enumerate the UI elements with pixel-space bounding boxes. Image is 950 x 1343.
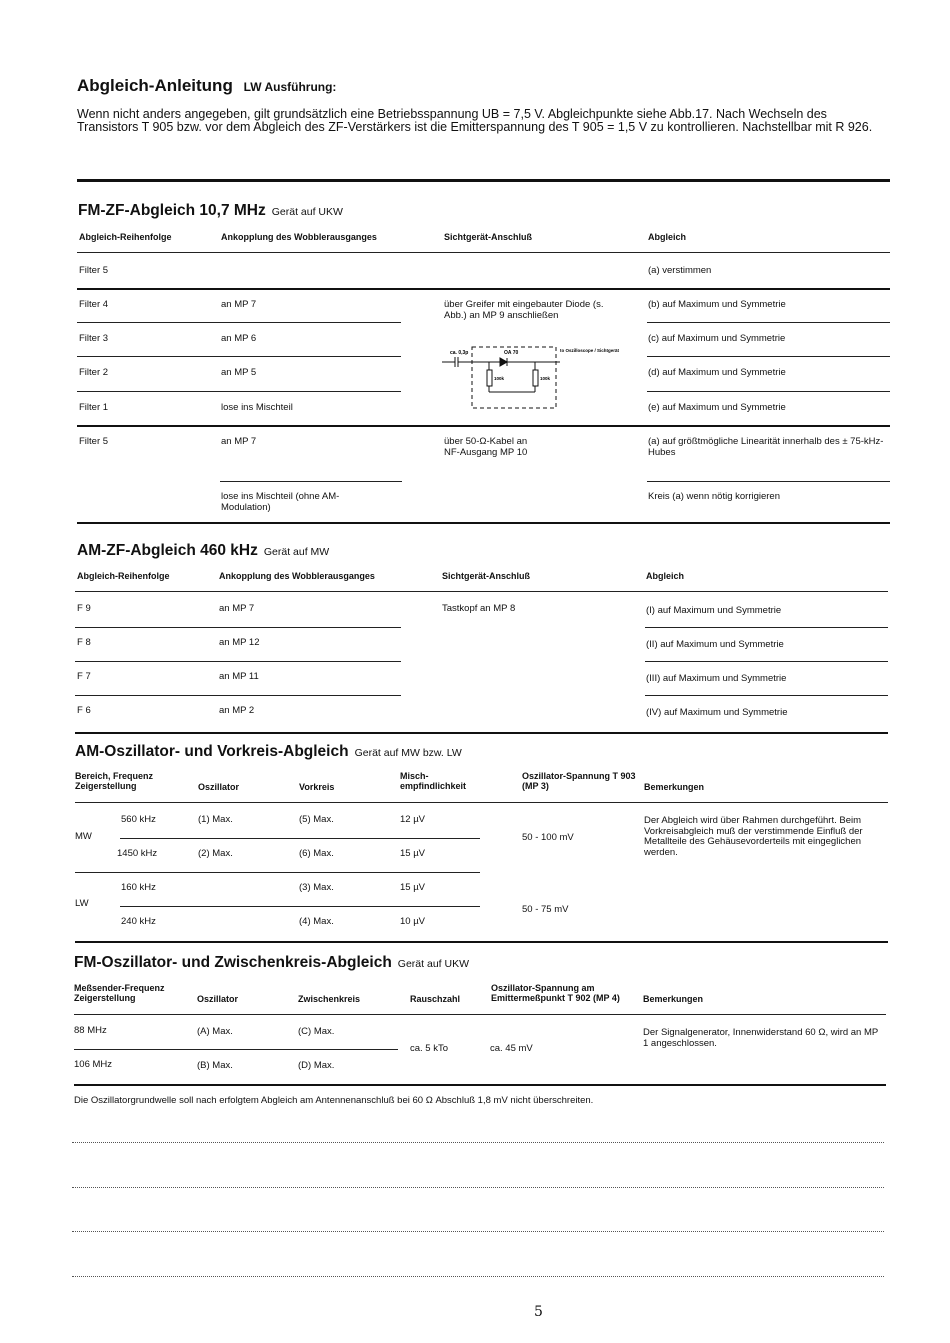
am-zf-abgleich: (III) auf Maximum und Symmetrie: [646, 673, 787, 684]
fm-osz-title-text: FM-Oszillator- und Zwischenkreis-Abgleich: [74, 954, 392, 971]
fm-zf-abgleich: (d) auf Maximum und Symmetrie: [648, 367, 786, 378]
am-osz-vor: (3) Max.: [299, 882, 334, 893]
rule: [74, 1049, 398, 1050]
rule: [77, 522, 890, 524]
rule: [77, 288, 890, 290]
rule: [120, 906, 480, 907]
am-zf-header-seq: Abgleich-Reihenfolge: [77, 571, 170, 581]
rule: [220, 481, 402, 482]
rule: [647, 322, 890, 323]
fm-zf-abgleich: (a) auf größtmögliche Linearität innerhalb des ± 75-kHz-Hubes: [648, 436, 884, 458]
rule: [77, 322, 401, 323]
am-osz-misch: 15 µV: [400, 848, 426, 859]
am-osz-band: MW: [75, 831, 92, 842]
fm-zf-abgleich: (c) auf Maximum und Symmetrie: [648, 333, 786, 344]
fm-zf-abgleich: (e) auf Maximum und Symmetrie: [648, 402, 786, 413]
fm-osz-zw: (C) Max.: [298, 1026, 335, 1037]
rule: [645, 695, 888, 696]
fm-zf-header-sicht: Sichtgerät-Anschluß: [444, 232, 533, 242]
am-osz-freq: 160 kHz: [121, 882, 156, 893]
rule: [75, 941, 888, 943]
fm-zf-title-text: FM-ZF-Abgleich 10,7 MHz: [78, 202, 266, 219]
fm-zf-header-coupling: Ankopplung des Wobblerausganges: [221, 232, 377, 242]
am-zf-title: [77, 542, 329, 560]
am-osz-band: LW: [75, 898, 89, 909]
title-suffix: LW Ausführung:: [243, 80, 337, 94]
fm-zf-device: Gerät auf UKW: [271, 206, 343, 218]
rule: [647, 356, 890, 357]
fm-osz-header-freq: Meßsender-Frequenz Zeigerstellung: [74, 983, 165, 1003]
fm-zf-seq: Filter 5: [79, 265, 109, 276]
am-zf-sicht: Tastkopf an MP 8: [442, 603, 516, 614]
am-osz-misch: 15 µV: [400, 882, 426, 893]
fm-zf-seq: Filter 3: [79, 333, 109, 344]
am-zf-header-sicht: Sichtgerät-Anschluß: [442, 571, 531, 581]
fm-osz-rausch: ca. 5 kTo: [410, 1043, 449, 1054]
fm-zf-header-abgleich: Abgleich: [648, 232, 687, 242]
fm-osz-freq: 88 MHz: [74, 1025, 107, 1036]
footer-note: Die Oszillatorgrundwelle soll nach erfolgtem Abgleich am Antennenanschluß bei 60 Ω Abschluß 1,8 mV nicht überschreiten.: [74, 1095, 594, 1106]
am-osz-header-osz: Oszillator: [198, 782, 240, 792]
am-zf-title-text: AM-ZF-Abgleich 460 kHz: [77, 542, 258, 559]
am-zf-abgleich: (IV) auf Maximum und Symmetrie: [646, 707, 788, 718]
rule: [74, 1014, 886, 1015]
fm-zf-coupling: lose ins Mischteil: [221, 402, 293, 413]
fm-zf-abgleich: (a) verstimmen: [648, 265, 712, 276]
am-zf-header-coupling: Ankopplung des Wobblerausganges: [219, 571, 375, 581]
title-main: Abgleich-Anleitung: [77, 76, 233, 95]
am-zf-seq: F 6: [77, 705, 91, 716]
fm-osz-freq: 106 MHz: [74, 1059, 113, 1070]
rule: [120, 838, 480, 839]
dotted-line: [72, 1187, 884, 1188]
am-osz-vor: (6) Max.: [299, 848, 334, 859]
fm-zf-seq: Filter 2: [79, 367, 109, 378]
fm-osz-header-osz: Oszillator: [197, 994, 239, 1004]
fm-zf-abgleich: (b) auf Maximum und Symmetrie: [648, 299, 786, 310]
am-zf-coupling: an MP 11: [219, 671, 259, 682]
rule: [77, 356, 401, 357]
am-zf-header-abgleich: Abgleich: [646, 571, 685, 581]
fm-zf-title: [78, 202, 343, 220]
rule: [75, 695, 401, 696]
fm-zf-coupling: lose ins Mischteil (ohne AM-Modulation): [221, 491, 340, 513]
rule: [75, 591, 888, 592]
am-osz-title: [75, 743, 462, 761]
fm-osz-header-zw: Zwischenkreis: [298, 994, 361, 1004]
rule: [77, 252, 890, 253]
am-osz-vor: (4) Max.: [299, 916, 334, 927]
fm-zf-seq: Filter 5: [79, 436, 109, 447]
fm-osz-osz: (A) Max.: [197, 1026, 233, 1037]
page-number: 5: [534, 1304, 543, 1320]
fm-zf-header-seq: Abgleich-Reihenfolge: [79, 232, 172, 242]
am-osz-freq: 560 kHz: [121, 814, 156, 825]
rule: [75, 802, 888, 803]
rule: [645, 627, 888, 628]
fm-zf-abgleich: Kreis (a) wenn nötig korrigieren: [648, 491, 781, 502]
am-osz-misch: 12 µV: [400, 814, 426, 825]
fm-zf-seq: Filter 4: [79, 299, 109, 310]
am-zf-seq: F 7: [77, 671, 91, 682]
am-zf-abgleich: (I) auf Maximum und Symmetrie: [646, 605, 782, 616]
am-osz-device: Gerät auf MW bzw. LW: [354, 747, 462, 759]
am-zf-seq: F 9: [77, 603, 91, 614]
dotted-line: [72, 1276, 884, 1277]
am-osz-freq: 1450 kHz: [117, 848, 158, 859]
am-osz-vor: (5) Max.: [299, 814, 334, 825]
fm-zf-seq: Filter 1: [79, 402, 109, 413]
am-zf-coupling: an MP 12: [219, 637, 260, 648]
am-osz-freq: 240 kHz: [121, 916, 156, 927]
am-zf-seq: F 8: [77, 637, 91, 648]
intro-text: Wenn nicht anders angegeben, gilt grundsätzlich eine Betriebsspannung UB = 7,5 V. Abgleichpunkte siehe Abb.17. Nach Wechseln des Transistors T 905 bzw. vor dem Abgleich des ZF-Verstärkers ist die Emitterspannung des T 905 = 1,5 V zu kontrollieren. Nachstellbar mit R 926.: [77, 107, 873, 134]
rule: [75, 661, 401, 662]
am-osz-header-vor: Vorkreis: [299, 782, 335, 792]
rule: [77, 391, 401, 392]
fm-osz-title: [74, 954, 469, 972]
circuit-diode-label: OA 70: [504, 350, 519, 356]
rule: [645, 661, 888, 662]
fm-osz-header-spannung: Oszillator-Spannung am Emittermeßpunkt T 902 (MP 4): [491, 983, 620, 1003]
rule: [75, 732, 888, 734]
am-zf-coupling: an MP 7: [219, 603, 255, 614]
fm-zf-coupling: an MP 7: [221, 436, 257, 447]
circuit-r1-label: 100k: [494, 376, 505, 381]
fm-zf-coupling: an MP 6: [221, 333, 257, 344]
rule: [647, 481, 890, 482]
fm-osz-remarks: Der Signalgenerator, Innenwiderstand 60 Ω, wird an MP 1 angeschlossen.: [643, 1027, 879, 1049]
rule: [75, 627, 401, 628]
dotted-line: [72, 1231, 884, 1232]
divider: [77, 179, 890, 182]
am-osz-misch: 10 µV: [400, 916, 426, 927]
am-osz-header-remarks: Bemerkungen: [644, 782, 705, 792]
rule: [74, 1084, 886, 1086]
fm-zf-coupling: an MP 7: [221, 299, 257, 310]
page-title: [77, 76, 336, 96]
dotted-line: [72, 1142, 884, 1143]
am-zf-device: Gerät auf MW: [263, 546, 330, 558]
am-osz-title-text: AM-Oszillator- und Vorkreis-Abgleich: [75, 743, 349, 760]
rule: [77, 425, 890, 427]
am-osz-osz: (1) Max.: [198, 814, 233, 825]
rule: [75, 872, 480, 873]
am-osz-spannung: 50 - 100 mV: [522, 832, 574, 843]
fm-osz-header-remarks: Bemerkungen: [643, 994, 704, 1004]
rule: [647, 391, 890, 392]
fm-osz-header-rausch: Rauschzahl: [410, 994, 461, 1004]
am-osz-header-spannung: Oszillator-Spannung T 903 (MP 3): [522, 771, 636, 791]
fm-zf-sicht-1: über Greifer mit eingebauter Diode (s. Abb.) an MP 9 anschließen: [444, 299, 604, 321]
fm-osz-spannung: ca. 45 mV: [490, 1043, 533, 1054]
am-osz-spannung: 50 - 75 mV: [522, 904, 569, 915]
am-osz-header-band: Bereich, Frequenz Zeigerstellung: [75, 771, 154, 791]
fm-zf-coupling: an MP 5: [221, 367, 257, 378]
circuit-cap-label: ca. 0,3p: [450, 350, 469, 356]
am-osz-header-misch: Misch-empfindlichkeit: [400, 771, 467, 791]
fm-osz-zw: (D) Max.: [298, 1060, 335, 1071]
am-zf-coupling: an MP 2: [219, 705, 255, 716]
am-osz-osz: (2) Max.: [198, 848, 233, 859]
probe-circuit-diagram: [440, 342, 620, 412]
fm-zf-sicht-2: über 50-Ω-Kabel an NF-Ausgang MP 10: [444, 436, 528, 458]
fm-osz-osz: (B) Max.: [197, 1060, 233, 1071]
am-osz-remarks: Der Abgleich wird über Rahmen durchgeführt. Beim Vorkreisabgleich muß der verstimmende Einfluß der Metallteile des Gehäusevorderteils mit eingeglichen werden.: [644, 815, 863, 858]
circuit-r2-label: 100k: [540, 376, 551, 381]
circuit-out-label: to Oszilloscope / Sichtgerät: [560, 348, 620, 353]
am-zf-abgleich: (II) auf Maximum und Symmetrie: [646, 639, 784, 650]
fm-osz-device: Gerät auf UKW: [397, 958, 469, 970]
